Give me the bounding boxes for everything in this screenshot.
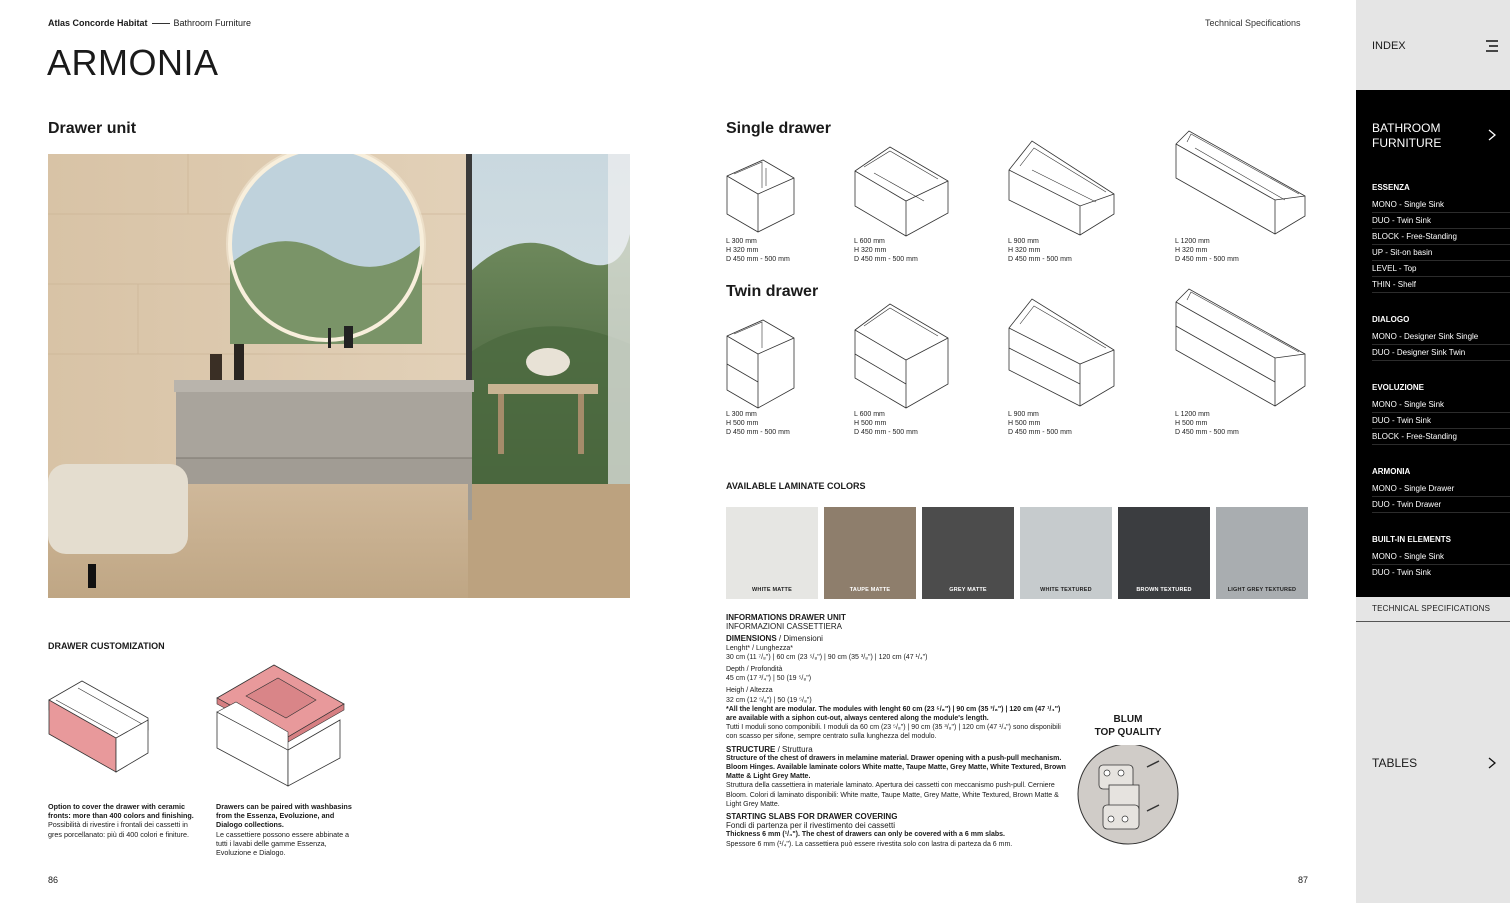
twin-drawer-300-dims <box>726 410 790 437</box>
bathroom-photo <box>48 154 630 598</box>
twin-drawer-900-sketch <box>1008 298 1116 413</box>
depth: D 450 mm - 500 mm <box>854 256 918 263</box>
info-title-it: INFORMAZIONI CASSETTIERA <box>726 622 843 632</box>
page-title: ARMONIA <box>47 42 219 83</box>
breadcrumb-divider <box>152 23 170 24</box>
brand-name: Atlas Concorde Habitat <box>48 18 148 28</box>
depth: D 450 mm - 500 mm <box>854 429 918 436</box>
depth: D 450 mm - 500 mm <box>1008 256 1072 263</box>
single-drawer-300-dims <box>726 237 790 264</box>
header-breadcrumb <box>48 18 251 28</box>
sidebar-item-dialogo-mono[interactable]: MONO - Designer Sink Single <box>1372 329 1510 345</box>
twin-drawer-600-sketch <box>854 302 950 415</box>
height: H 500 mm <box>854 420 887 427</box>
swatch-label: BROWN TEXTURED <box>1136 587 1192 593</box>
height: H 320 mm <box>1008 247 1041 254</box>
height: H 320 mm <box>726 247 759 254</box>
twin-drawer-300-sketch <box>726 318 796 415</box>
sidebar-item-essenza-block[interactable]: BLOCK - Free-Standing <box>1372 229 1510 245</box>
height: H 500 mm <box>1008 420 1041 427</box>
washbasin-pairing-caption <box>216 802 358 857</box>
dimensions-heading-it: / Dimensioni <box>778 634 823 644</box>
length: L 300 mm <box>726 238 757 245</box>
sidebar-item-armonia-duo[interactable]: DUO - Twin Drawer <box>1372 497 1510 513</box>
blum-line1: BLUM <box>1113 714 1143 725</box>
single-drawer-300-sketch <box>726 156 796 241</box>
sidebar-group-built-in[interactable]: BUILT-IN ELEMENTS <box>1372 535 1451 544</box>
single-drawer-900-dims <box>1008 237 1072 264</box>
sidebar-navigation <box>1356 0 1510 903</box>
sidebar-item-armonia-mono[interactable]: MONO - Single Drawer <box>1372 481 1510 497</box>
single-drawer-900-sketch <box>1008 140 1116 242</box>
dimensions-heading: DIMENSIONS <box>726 634 777 644</box>
structure-heading: STRUCTURE <box>726 744 776 754</box>
swatch-light-grey-textured <box>1216 507 1308 599</box>
length: L 1200 mm <box>1175 411 1210 418</box>
structure-heading-it: / Struttura <box>777 744 813 754</box>
swatch-taupe-matte <box>824 507 916 599</box>
depth-label: Depth / Profondità <box>726 666 783 674</box>
blum-hinge-illustration <box>1077 745 1179 850</box>
caption-en: Option to cover the drawer with ceramic fronts: more than 400 colors and finishing. <box>48 802 194 821</box>
structure-text-en: Structure of the chest of drawers in melamine material. Drawer opening with a push-pull mechanism. Bloom Hinges. Available laminate colors White matte, Taupe Matte, Grey Matte, White Textured, Brown Matte & Light Grey Matte. <box>726 754 1066 781</box>
depth: D 450 mm - 500 mm <box>726 256 790 263</box>
header-section-label: Technical Specifications <box>1205 18 1301 28</box>
height: H 500 mm <box>1175 420 1208 427</box>
caption-it: Le cassettiere possono essere abbinate a tutti i lavabi delle gamme Essenza, Evoluzione e Dialogo. <box>216 829 350 858</box>
sidebar-group-evoluzione[interactable]: EVOLUZIONE <box>1372 383 1425 392</box>
caption-it: Possibilità di rivestire i frontali dei cassetti in gres porcellanato: più di 400 colori e finiture. <box>48 820 190 839</box>
depth: D 450 mm - 500 mm <box>726 429 790 436</box>
chevron-right-icon[interactable] <box>1488 756 1496 774</box>
twin-drawer-900-dims <box>1008 410 1072 437</box>
sidebar-item-essenza-thin[interactable]: THIN - Shelf <box>1372 277 1510 293</box>
twin-drawer-600-dims <box>854 410 918 437</box>
menu-icon[interactable] <box>1486 39 1498 57</box>
height: H 320 mm <box>854 247 887 254</box>
length: L 300 mm <box>726 411 757 418</box>
laminate-colors-heading: AVAILABLE LAMINATE COLORS <box>726 481 866 491</box>
length: L 900 mm <box>1008 238 1039 245</box>
sidebar-group-dialogo[interactable]: DIALOGO <box>1372 315 1410 324</box>
height: H 500 mm <box>726 420 759 427</box>
swatch-label: TAUPE MATTE <box>849 587 891 593</box>
page-number-right: 87 <box>1298 875 1309 885</box>
length-values: 30 cm (11 ⁷/₈") | 60 cm (23 ⁵/₈") | 90 cm (35 ³/₈") | 120 cm (47 ¹/₄") <box>726 653 928 661</box>
washbasin-drawer-sketch <box>216 664 346 794</box>
modular-note-en: *All the lenght are modular. The modules with lenght 60 cm (23 ⁵/₈") | 90 cm (35 ³/₈") | 120 cm (47 ¹/₄") are available with a siphon cut-out, always centered along the module's length. <box>726 705 1061 723</box>
swatch-label: GREY MATTE <box>949 587 987 593</box>
length: L 900 mm <box>1008 411 1039 418</box>
twin-drawer-1200-dims <box>1175 410 1239 437</box>
length: L 1200 mm <box>1175 238 1210 245</box>
swatch-label: WHITE MATTE <box>752 587 792 593</box>
caption-en: Drawers can be paired with washbasins from the Essenza, Evoluzione, and Dialogo collections. <box>216 802 352 830</box>
sidebar-bathroom-furniture-panel <box>1356 90 1510 597</box>
single-drawer-heading: Single drawer <box>726 120 831 137</box>
info-title-en: INFORMATIONS DRAWER UNIT <box>726 613 846 622</box>
sidebar-item-essenza-up[interactable]: UP - Sit-on basin <box>1372 245 1510 261</box>
sidebar-item-essenza-duo[interactable]: DUO - Twin Sink <box>1372 213 1510 229</box>
starting-slabs-heading-it: Fondi di partenza per il rivestimento dei cassetti <box>726 821 895 831</box>
swatch-brown-textured <box>1118 507 1210 599</box>
sidebar-group-essenza[interactable]: ESSENZA <box>1372 183 1410 192</box>
drawer-unit-heading: Drawer unit <box>48 120 137 137</box>
single-drawer-600-sketch <box>854 143 950 243</box>
blum-quality-label <box>1080 713 1176 739</box>
sidebar-item-evoluzione-mono[interactable]: MONO - Single Sink <box>1372 397 1510 413</box>
depth: D 450 mm - 500 mm <box>1008 429 1072 436</box>
chevron-right-icon[interactable] <box>1488 128 1496 146</box>
blum-line2: TOP QUALITY <box>1094 727 1162 738</box>
length-label: Lenght* / Lunghezza* <box>726 644 793 652</box>
page-number-left: 86 <box>48 875 59 885</box>
sidebar-item-evoluzione-block[interactable]: BLOCK - Free-Standing <box>1372 429 1510 445</box>
sidebar-item-evoluzione-duo[interactable]: DUO - Twin Sink <box>1372 413 1510 429</box>
sidebar-index-link[interactable]: INDEX <box>1372 40 1406 52</box>
height: H 320 mm <box>1175 247 1208 254</box>
swatch-label: WHITE TEXTURED <box>1040 587 1092 593</box>
single-drawer-600-dims <box>854 237 918 264</box>
drawer-customization-heading: DRAWER CUSTOMIZATION <box>48 641 165 651</box>
swatch-white-matte <box>726 507 818 599</box>
breadcrumb-section[interactable]: Bathroom Furniture <box>173 18 252 28</box>
sidebar-item-built-in-mono[interactable]: MONO - Single Sink <box>1372 549 1510 565</box>
drawer-unit-info <box>726 613 1066 849</box>
depth: D 450 mm - 500 mm <box>1175 256 1239 263</box>
sidebar-item-essenza-mono[interactable]: MONO - Single Sink <box>1372 197 1510 213</box>
sidebar-item-built-in-duo[interactable]: DUO - Twin Sink <box>1372 568 1431 577</box>
length: L 600 mm <box>854 411 885 418</box>
structure-text-it: Struttura della cassettiera in materiale laminato. Apertura dei cassetti con meccanismo push-pull. Cerniere Bloom. Colori di laminato disponibili: White matte, Taupe Matte, Grey Matte, White Textured, Brown Matte & Light Grey Matte. <box>726 782 1059 808</box>
starting-slabs-heading: STARTING SLABS FOR DRAWER COVERING <box>726 812 898 822</box>
twin-drawer-1200-sketch <box>1175 288 1307 413</box>
sidebar-item-dialogo-duo[interactable]: DUO - Designer Sink Twin <box>1372 345 1510 361</box>
modular-note-it: Tutti I moduli sono componibili. I moduli da 60 cm (23 ⁵/₈") | 90 cm (35 ³/₈") | 120 cm (47 ¹/₄") sono disponibili con scasso per sifone, sempre centrato sulla lunghezza del modulo. <box>726 724 1061 741</box>
swatch-grey-matte <box>922 507 1014 599</box>
ceramic-fronts-caption <box>48 802 198 839</box>
twin-drawer-heading: Twin drawer <box>726 283 819 300</box>
length: L 600 mm <box>854 238 885 245</box>
sidebar-group-armonia[interactable]: ARMONIA <box>1372 467 1411 476</box>
sidebar-tables-link[interactable]: TABLES <box>1372 756 1418 770</box>
bathroom-photo-illustration <box>48 154 630 598</box>
sidebar-technical-specifications[interactable]: TECHNICAL SPECIFICATIONS <box>1356 600 1510 622</box>
sidebar-item-essenza-level[interactable]: LEVEL - Top <box>1372 261 1510 277</box>
swatch-white-textured <box>1020 507 1112 599</box>
depth-values: 45 cm (17 ³/₄") | 50 (19 ⁵/₈") <box>726 675 812 683</box>
single-drawer-1200-sketch <box>1175 130 1307 241</box>
thickness-en: Thickness 6 mm (¹/₄"). The chest of drawers can only be covered with a 6 mm slabs. <box>726 831 1005 839</box>
height-label: Heigh / Altezza <box>726 687 773 695</box>
thickness-it: Spessore 6 mm (¹/₄"). La cassettiera può essere rivestita solo con lastra di parteza da 6 mm. <box>726 840 1013 848</box>
single-drawer-1200-dims <box>1175 237 1239 264</box>
height-values: 32 cm (12 ⁵/₈") | 50 (19 ⁵/₈") <box>726 696 812 704</box>
swatch-label: LIGHT GREY TEXTURED <box>1227 587 1297 593</box>
sidebar-bathroom-furniture-title[interactable]: BATHROOM FURNITURE <box>1372 121 1442 150</box>
ceramic-front-drawer-sketch <box>48 680 150 780</box>
depth: D 450 mm - 500 mm <box>1175 429 1239 436</box>
